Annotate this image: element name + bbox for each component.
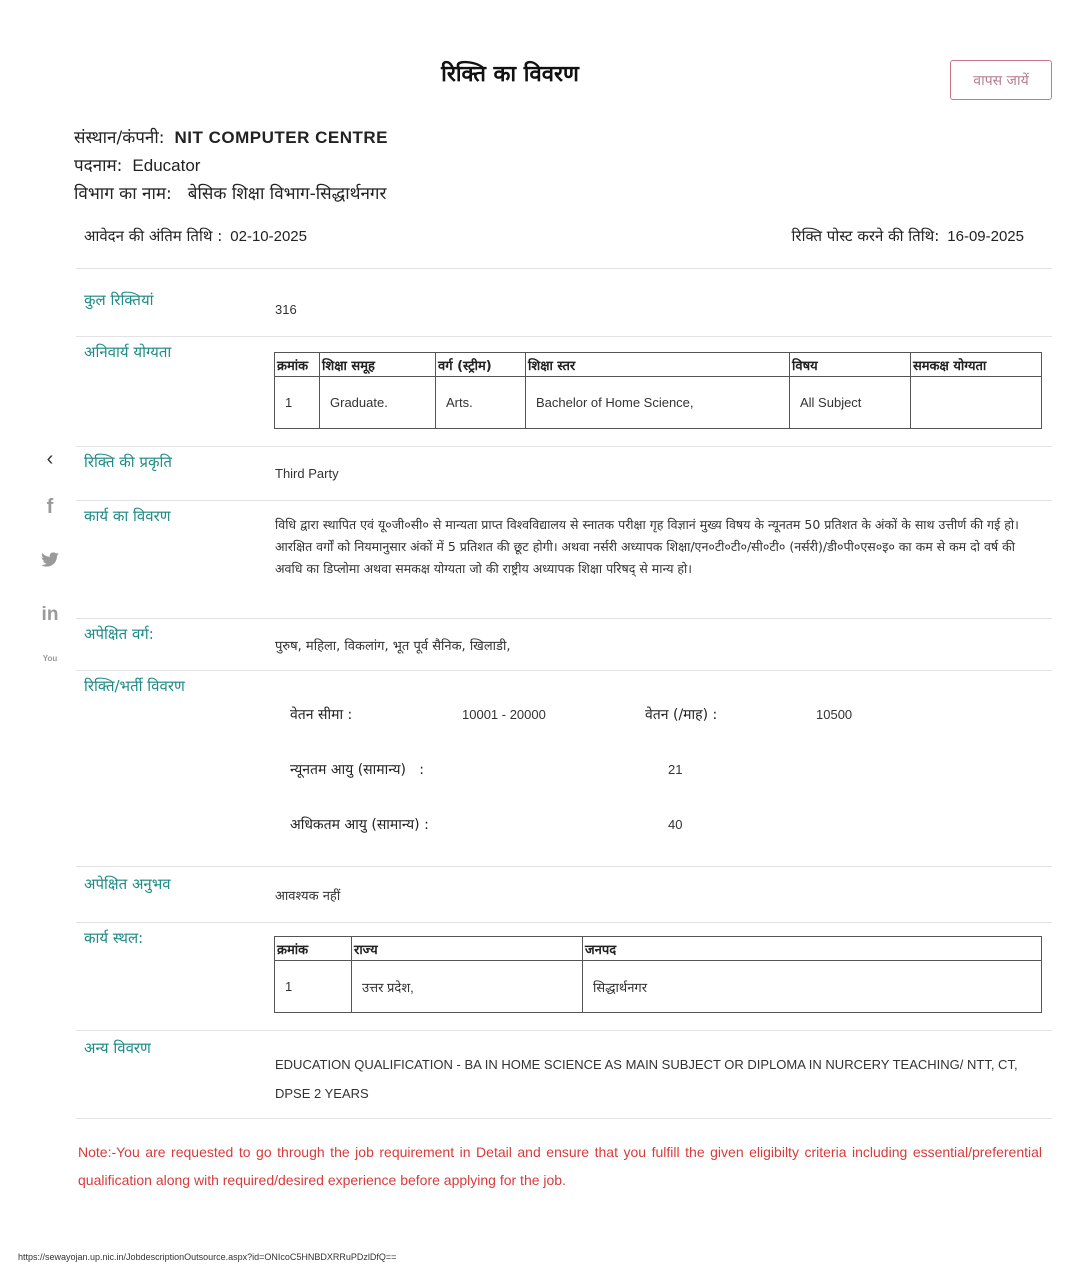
table-cell: Graduate. (320, 377, 436, 429)
experience-value: आवश्यक नहीं (275, 889, 341, 904)
divider (76, 446, 1052, 447)
total-vacancies-value: 316 (275, 302, 297, 317)
table-header: वर्ग (स्ट्रीम) (436, 353, 526, 377)
divider (76, 866, 1052, 867)
table-header: शिक्षा समूह (320, 353, 436, 377)
table-cell: 1 (275, 961, 352, 1013)
last-date-value: 02-10-2025 (230, 228, 307, 245)
divider (76, 670, 1052, 671)
last-date-label: आवेदन की अंतिम तिथि : (84, 227, 223, 245)
eligibility-note: Note:-You are requested to go through the job requirement in Detail and ensure that you fulfill the given eligibilty criteria including essential/preferential qualification along with required/desired experience before applying for the job. (78, 1144, 1042, 1188)
divider (76, 336, 1052, 337)
company-label: संस्थान/कंपनी: (74, 128, 165, 148)
divider (76, 922, 1052, 923)
table-row (275, 377, 1042, 429)
table-cell: 1 (275, 377, 320, 429)
divider (76, 500, 1052, 501)
table-cell: उत्तर प्रदेश, (352, 961, 583, 1013)
recruitment-details-label: रिक्ति/भर्ती विवरण (84, 677, 185, 695)
table-cell (911, 377, 1042, 429)
table-header: क्रमांक (275, 937, 352, 961)
post-value: Educator (132, 156, 201, 175)
table-header: राज्य (352, 937, 583, 961)
twitter-icon-svg (40, 552, 60, 568)
divider (76, 1118, 1052, 1119)
expected-category-value: पुरुष, महिला, विकलांग, भूत पूर्व सैनिक, खिलाडी, (275, 639, 511, 654)
organization-info (74, 124, 388, 208)
table-header: शिक्षा स्तर (526, 353, 790, 377)
posted-date-value: 16-09-2025 (947, 228, 1024, 245)
min-age-label: न्यूनतम आयु (सामान्य) : (290, 762, 425, 778)
vacancy-nature-label: रिक्ति की प्रकृति (84, 453, 172, 471)
twitter-icon[interactable] (38, 552, 62, 573)
max-age-label: अधिकतम आयु (सामान्य) : (290, 817, 429, 833)
table-header-row (275, 937, 1042, 961)
company-value: NIT COMPUTER CENTRE (174, 128, 388, 147)
total-vacancies-label: कुल रिक्तियां (84, 291, 154, 309)
vacancy-nature-value: Third Party (275, 466, 339, 481)
company-row (74, 124, 388, 152)
back-button[interactable]: वापस जायें (950, 60, 1052, 100)
divider (76, 1030, 1052, 1031)
table-header-row (275, 353, 1042, 377)
salary-month-label: वेतन (/माह) : (645, 707, 718, 723)
table-header: समकक्ष योग्यता (911, 353, 1042, 377)
post-row (74, 152, 388, 180)
salary-range-label: वेतन सीमा : (290, 707, 353, 723)
expected-category-label: अपेक्षित वर्ग: (84, 625, 154, 643)
table-row (275, 961, 1042, 1013)
other-details-label: अन्य विवरण (84, 1039, 151, 1057)
department-value: बेसिक शिक्षा विभाग-सिद्धार्थनगर (187, 184, 387, 204)
post-label: पदनाम: (74, 156, 123, 176)
workplace-table (274, 936, 1042, 1013)
facebook-icon[interactable]: f (46, 496, 54, 518)
table-cell: Arts. (436, 377, 526, 429)
table-header: विषय (790, 353, 911, 377)
qualification-label: अनिवार्य योग्यता (84, 343, 172, 361)
collapse-chevron-icon[interactable]: ‹ (46, 448, 54, 470)
posted-date-label: रिक्ति पोस्ट करने की तिथि: (791, 227, 940, 245)
max-age-value: 40 (668, 817, 683, 832)
page-title: रिक्ति का विवरण (441, 62, 579, 87)
posted-date (792, 226, 1024, 246)
divider (76, 618, 1052, 619)
youtube-icon[interactable]: You (42, 654, 58, 663)
job-description-value: विधि द्वारा स्थापित एवं यू०जी०सी० से मान्यता प्राप्त विश्वविद्यालय से स्नातक परीक्षा गृह विज्ञानं मुख्य विषय के न्यूनतम 50 प्रतिशत के अंकों के साथ उत्तीर्ण की गई हो। आरक्षित वर्गों को नियमानुसार अंकों में 5 प्रतिशत की छूट होगी। अथवा नर्सरी अध्यापक शिक्षा/एन०टी०टी०/सी०टी० (नर्सरी)/डी०पी०एस०इ० का कम से कम दो वर्ष की अवधि का डिप्लोमा अथवा समकक्ष योग्यता जो की राष्ट्रीय अध्यापक शिक्षा परिषद् से मान्य हो। (275, 517, 1019, 576)
workplace-label: कार्य स्थल: (84, 929, 144, 947)
table-header: जनपद (583, 937, 1042, 961)
divider (76, 268, 1052, 269)
job-description-label: कार्य का विवरण (84, 507, 171, 525)
salary-month-value: 10500 (816, 707, 853, 722)
last-date (84, 226, 307, 246)
salary-range-value: 10001 - 20000 (462, 707, 546, 722)
table-cell: All Subject (790, 377, 911, 429)
page-url: https://sewayojan.up.nic.in/JobdescriptionOutsource.aspx?id=ONIcoC5HNBDXRRuPDzlDfQ== (18, 1252, 397, 1262)
department-row (74, 180, 388, 208)
linkedin-icon[interactable]: in (41, 604, 59, 625)
table-cell: सिद्धार्थनगर (583, 961, 1042, 1013)
department-label: विभाग का नाम: (74, 184, 172, 204)
table-header: क्रमांक (275, 353, 320, 377)
min-age-value: 21 (668, 762, 683, 777)
qualification-table (274, 352, 1042, 429)
experience-label: अपेक्षित अनुभव (84, 875, 171, 893)
other-details-value: EDUCATION QUALIFICATION - BA IN HOME SCIENCE AS MAIN SUBJECT OR DIPLOMA IN NURCERY TEACHING/ NTT, CT, DPSE 2 YEARS (275, 1057, 1018, 1101)
table-cell: Bachelor of Home Science, (526, 377, 790, 429)
